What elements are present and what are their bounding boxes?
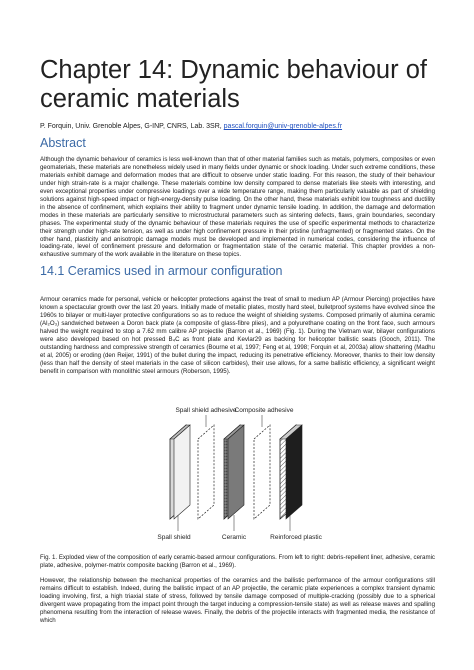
section-14-1-heading: 14.1 Ceramics used in armour configuration (40, 264, 283, 278)
chapter-title (40, 56, 440, 114)
author-affiliation: P. Forquin, Univ. Grenoble Alpes, G-INP, CNRS, Lab. 3SR, (40, 123, 222, 130)
label-spall-shield-adhesive: Spall shield adhesive (175, 407, 237, 414)
composite-adhesive-layer (254, 425, 270, 519)
author-line (40, 122, 440, 131)
armour-layers-illustration (140, 403, 340, 549)
section-14-1-paragraph: Armour ceramics made for personal, vehicle or helicopter protections against the treat of small to medium AP (Armour Piercing) projectiles have known a spectacular growth over the last 20 years. Initially made of metallic plates, mostly hard steel, bulletproof systems have evolved since the 1960s to bilayer or multi-layer protective configurations so as to reduce the weight of shielding systems. Composed primarily of alumina ceramic (Al₂O₃) sandwiched between a Doron back plate (a composite of glass-fibre plies), and a polyurethane coating on the front face, such armours halved the weight required to stop a 7.62 mm calibre AP projectile (Barron et al., 1969) (Fig. 1). During the Vietnam war, bilayer configurations were also developed based on hot pressed B₄C as front plate and Kevlar29 as backing for helicopter ballistic seats (Gooch, 2011). The outstanding hardness and compressive strength of ceramics (Bourne et al, 1997; Feng et al, 1998; Forquin et al, 2003a) allow shattering (Madhu et al, 2005) or eroding (den Reijer, 1991) of the bullet during the impact, reducing its penetrative efficiency. Moreover, thanks to their low density (less than half the density of steel materials in the case of silicon carbides), their use allows, for a same ballistic efficiency, a significant weight benefit in comparison with monolithic steel armours (Roberson, 1995). (40, 296, 435, 375)
continuation-paragraph: However, the relationship between the mechanical properties of the ceramics and the ballistic performance of the armour configurations still remains difficult to establish. Indeed, during the ballistic impact of an AP projectile, the ceramic plate experiences a complex transient dynamic loading involving, first, a high triaxial state of stress, followed by tensile damage composed of multiple-cracking (possibly due to a spherical divergent wave propagating from the impact point through the target inducing a compression-tensile state) as well as release waves and spalling phenomena resulting from the interaction of release waves. Finally, the debris of the projectile interacts with fragmented media, the resistance of which (40, 577, 435, 624)
label-ceramic: Ceramic (221, 534, 247, 541)
figure-1-armour-layers (140, 403, 340, 549)
spall-shield-layer (170, 425, 190, 519)
reinforced-plastic-layer (280, 425, 302, 519)
chapter-title-line-1: Chapter 14: Dynamic behaviour of (40, 56, 427, 84)
label-composite-adhesive: Composite adhesive (234, 407, 294, 414)
figure-1-caption: Fig. 1. Exploded view of the composition of early ceramic-based armour configurations. From left to right: debris-repellent liner, adhesive, ceramic plate, adhesive, polymer-matrix composite backing (Barron et al., 1969). (40, 554, 435, 569)
abstract-heading: Abstract (40, 136, 86, 150)
author-email-link[interactable]: pascal.forquin@univ-grenoble-alpes.fr (223, 123, 343, 130)
label-spall-shield: Spall shield (157, 534, 191, 541)
abstract-text: Although the dynamic behaviour of ceramics is less well-known than that of other material families such as metals, polymers, composites or even geomaterials, these materials are nonetheless widely used in many fields under dynamic or shock loading. Under such extreme conditions, these materials exhibit damage and deformation modes that are difficult to observe under static loading. For this reason, the study of their behaviour under high strain-rate is a major challenge. These materials combine low density compared to dense materials like steels with interesting, and even exceptional properties under compressive loadings over a wide temperature range, making them particularly valuable as part of shielding solutions against high-speed impact or high-energy-density pulse loading. On the other hand, these materials exhibit low toughness and ductility in the absence of confinement, which explains their ability to fragment under dynamic tensile loading. In addition, the damage and deformation modes in these materials are particularly sensitive to microstructural parameters such as sintering defects, flaws, grain boundaries, secondary phases. The experimental study of the dynamic behaviour of these materials requires the use of specific experimental methods to characterize their strength under high-rate tension, as well as under high confinement pressure in their pristine (unfragmented) or fragmented states. On the other hand, plasticity and anisotropic damage models must be developed and implemented in numerical codes, considering the influence of loading-rate, level of confinement pressure and deformation or fragmentation state of the ceramic material. This chapter provides a non-exhaustive summary of the work available in the literature on these topics. (40, 156, 435, 259)
label-reinforced-plastic: Reinforced plastic (270, 534, 322, 541)
ceramic-layer (224, 425, 244, 519)
chapter-title-line-2: ceramic materials (40, 85, 240, 113)
spall-shield-adhesive-layer (198, 425, 214, 519)
